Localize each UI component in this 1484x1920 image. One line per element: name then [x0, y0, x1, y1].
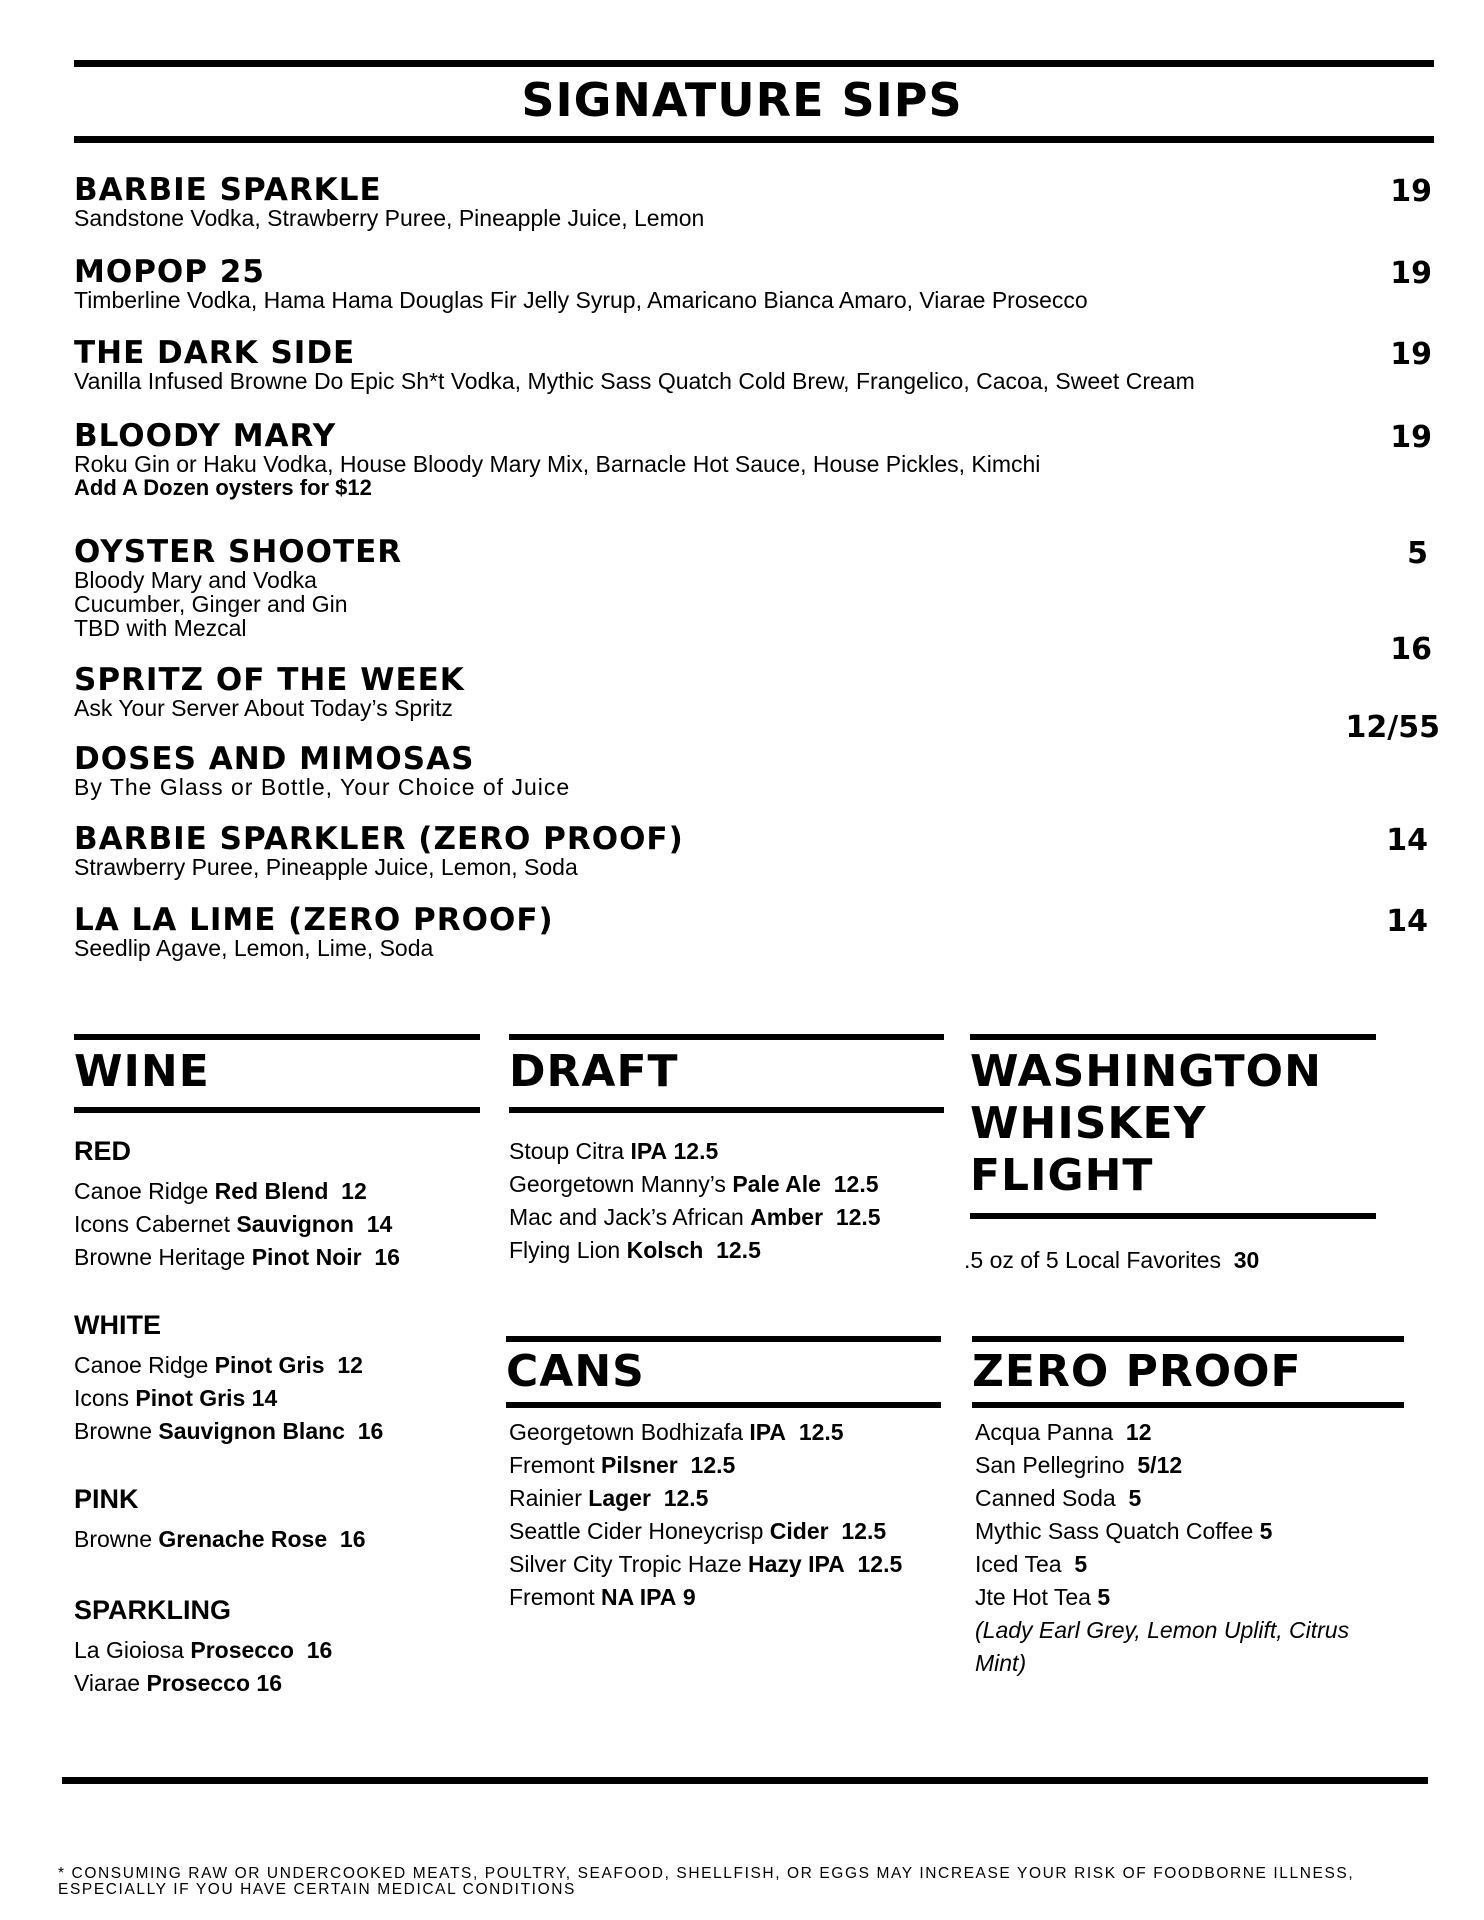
- item-price: 14: [1386, 904, 1428, 939]
- item-desc: Strawberry Puree, Pineapple Juice, Lemon, Soda: [74, 854, 578, 880]
- food-safety-disclaimer: [58, 1866, 1398, 1898]
- item-name: OYSTER SHOOTER: [74, 534, 403, 570]
- item-name: THE DARK SIDE: [74, 335, 356, 371]
- wine-heading-sparkling: SPARKLING: [74, 1595, 232, 1625]
- list-item: Rainier Lager 12.5: [509, 1485, 709, 1511]
- signature-title-rule: [74, 136, 1434, 143]
- cans-title: CANS: [506, 1346, 645, 1397]
- item-name: SPRITZ OF THE WEEK: [74, 662, 465, 698]
- cans-bottom-rule: [506, 1402, 941, 1408]
- item-name: BLOODY MARY: [74, 418, 337, 454]
- list-item: Browne Sauvignon Blanc 16: [74, 1418, 384, 1444]
- draft-top-rule: [509, 1034, 944, 1040]
- list-item: Canoe Ridge Red Blend 12: [74, 1178, 367, 1204]
- wine-top-rule: [74, 1034, 480, 1040]
- item-extra: Add A Dozen oysters for $12: [74, 475, 372, 500]
- cans-list: [509, 1416, 902, 1614]
- draft-bottom-rule: [509, 1107, 944, 1113]
- list-item: Icons Cabernet Sauvignon 14: [74, 1211, 393, 1237]
- item-name: LA LA LIME (ZERO PROOF): [74, 902, 554, 938]
- list-item: Acqua Panna 12: [975, 1419, 1152, 1445]
- item-price: 19: [1390, 420, 1432, 455]
- list-item: Seattle Cider Honeycrisp Cider 12.5: [509, 1518, 887, 1544]
- list-item: Jte Hot Tea 5: [975, 1584, 1111, 1610]
- list-item: Browne Heritage Pinot Noir 16: [74, 1244, 400, 1270]
- item-desc: Vanilla Infused Browne Do Epic Sh*t Vodka, Mythic Sass Quatch Cold Brew, Frangelico, Cacoa, Sweet Cream: [74, 368, 1195, 394]
- zero-proof-bottom-rule: [972, 1402, 1404, 1408]
- wine-list-white: [74, 1349, 383, 1448]
- wine-heading-pink: PINK: [74, 1484, 139, 1514]
- top-rule: [74, 60, 1434, 67]
- list-item: Georgetown Bodhizafa IPA 12.5: [509, 1419, 844, 1445]
- list-item: Canned Soda 5: [975, 1485, 1142, 1511]
- item-price: 19: [1390, 256, 1432, 291]
- list-item: Fremont Pilsner 12.5: [509, 1452, 736, 1478]
- item-price: 16: [1390, 632, 1432, 667]
- item-price: 12/55: [1345, 710, 1440, 745]
- list-item: Stoup Citra IPA 12.5: [509, 1138, 719, 1164]
- item-name: BARBIE SPARKLE: [74, 172, 382, 208]
- item-desc: Cucumber, Ginger and Gin: [74, 591, 348, 617]
- list-item: La Gioiosa Prosecco 16: [74, 1637, 333, 1663]
- item-desc: Ask Your Server About Today’s Spritz: [74, 695, 453, 721]
- item-price: 19: [1390, 337, 1432, 372]
- wine-list-pink: [74, 1523, 366, 1556]
- item-desc: Timberline Vodka, Hama Hama Douglas Fir Jelly Syrup, Amaricano Bianca Amaro, Viarae Prosecco: [74, 287, 1088, 313]
- wine-heading-red: RED: [74, 1136, 132, 1166]
- zero-proof-list: [975, 1416, 1349, 1680]
- disclaimer-line: ESPECIALLY IF YOU HAVE CERTAIN MEDICAL CONDITIONS: [58, 1881, 576, 1898]
- whiskey-title: [970, 1046, 1322, 1202]
- item-price: 14: [1386, 823, 1428, 858]
- menu-item-barbie-sparkler: [74, 823, 1434, 879]
- list-item: Silver City Tropic Haze Hazy IPA 12.5: [509, 1551, 903, 1577]
- list-item: Iced Tea 5: [975, 1551, 1088, 1577]
- list-item: .5 oz of 5 Local Favorites 30: [964, 1247, 1260, 1273]
- list-item: Browne Grenache Rose 16: [74, 1526, 366, 1552]
- item-price: 5: [1407, 536, 1428, 571]
- wine-title: WINE: [74, 1046, 210, 1097]
- item-desc: Sandstone Vodka, Strawberry Puree, Pineapple Juice, Lemon: [74, 205, 705, 231]
- item-name: MOPOP 25: [74, 254, 265, 290]
- draft-list: [509, 1135, 881, 1267]
- list-item: Georgetown Manny’s Pale Ale 12.5: [509, 1171, 879, 1197]
- list-item: Viarae Prosecco 16: [74, 1670, 283, 1696]
- footer-rule: [62, 1777, 1428, 1784]
- menu-item-spritz: [74, 664, 1434, 720]
- whiskey-desc: [964, 1244, 1259, 1277]
- disclaimer-line: * CONSUMING RAW OR UNDERCOOKED MEATS, POULTRY, SEAFOOD, SHELLFISH, OR EGGS MAY INCREASE YOUR RISK OF FOODBORNE ILLNESS,: [58, 1865, 1355, 1882]
- whiskey-title-line: WHISKEY: [970, 1098, 1207, 1149]
- list-item: Flying Lion Kolsch 12.5: [509, 1237, 761, 1263]
- list-item: Fremont NA IPA 9: [509, 1584, 696, 1610]
- wine-bottom-rule: [74, 1107, 480, 1113]
- whiskey-bottom-rule: [970, 1213, 1376, 1219]
- item-name: BARBIE SPARKLER (ZERO PROOF): [74, 821, 684, 857]
- zero-proof-title: ZERO PROOF: [972, 1346, 1302, 1397]
- list-item: Canoe Ridge Pinot Gris 12: [74, 1352, 363, 1378]
- zero-proof-top-rule: [972, 1336, 1404, 1342]
- list-item: Mythic Sass Quatch Coffee 5: [975, 1518, 1273, 1544]
- menu-item-mopop-25: [74, 256, 1434, 312]
- whiskey-title-line: WASHINGTON: [970, 1046, 1322, 1097]
- menu-item-oyster-shooter: [74, 536, 1434, 640]
- item-name: DOSES AND MIMOSAS: [74, 741, 475, 777]
- item-price: 19: [1390, 174, 1432, 209]
- whiskey-title-line: FLIGHT: [970, 1150, 1154, 1201]
- list-item: Icons Pinot Gris 14: [74, 1385, 278, 1411]
- list-item: Mac and Jack’s African Amber 12.5: [509, 1204, 881, 1230]
- tea-note: (Lady Earl Grey, Lemon Uplift, Citrus: [975, 1617, 1350, 1643]
- menu-item-bloody-mary: [74, 420, 1434, 500]
- item-desc: TBD with Mezcal: [74, 615, 247, 641]
- item-desc: Bloody Mary and Vodka: [74, 567, 317, 593]
- wine-heading-white: WHITE: [74, 1310, 161, 1340]
- menu-item-barbie-sparkle: [74, 174, 1434, 230]
- menu-item-doses-mimosas: [74, 743, 1434, 799]
- list-item: San Pellegrino 5/12: [975, 1452, 1183, 1478]
- wine-list-red: [74, 1175, 400, 1274]
- menu-item-la-la-lime: [74, 904, 1434, 960]
- wine-list-sparkling: [74, 1634, 332, 1700]
- whiskey-top-rule: [970, 1034, 1376, 1040]
- signature-title: SIGNATURE SIPS: [521, 73, 963, 127]
- item-desc: Seedlip Agave, Lemon, Lime, Soda: [74, 935, 434, 961]
- draft-title: DRAFT: [509, 1046, 679, 1097]
- tea-note: Mint): [975, 1650, 1027, 1676]
- item-desc: By The Glass or Bottle, Your Choice of Juice: [74, 774, 571, 800]
- menu-item-dark-side: [74, 337, 1434, 393]
- item-desc: Roku Gin or Haku Vodka, House Bloody Mary Mix, Barnacle Hot Sauce, House Pickles, Kimchi: [74, 451, 1041, 477]
- cans-top-rule: [506, 1336, 941, 1342]
